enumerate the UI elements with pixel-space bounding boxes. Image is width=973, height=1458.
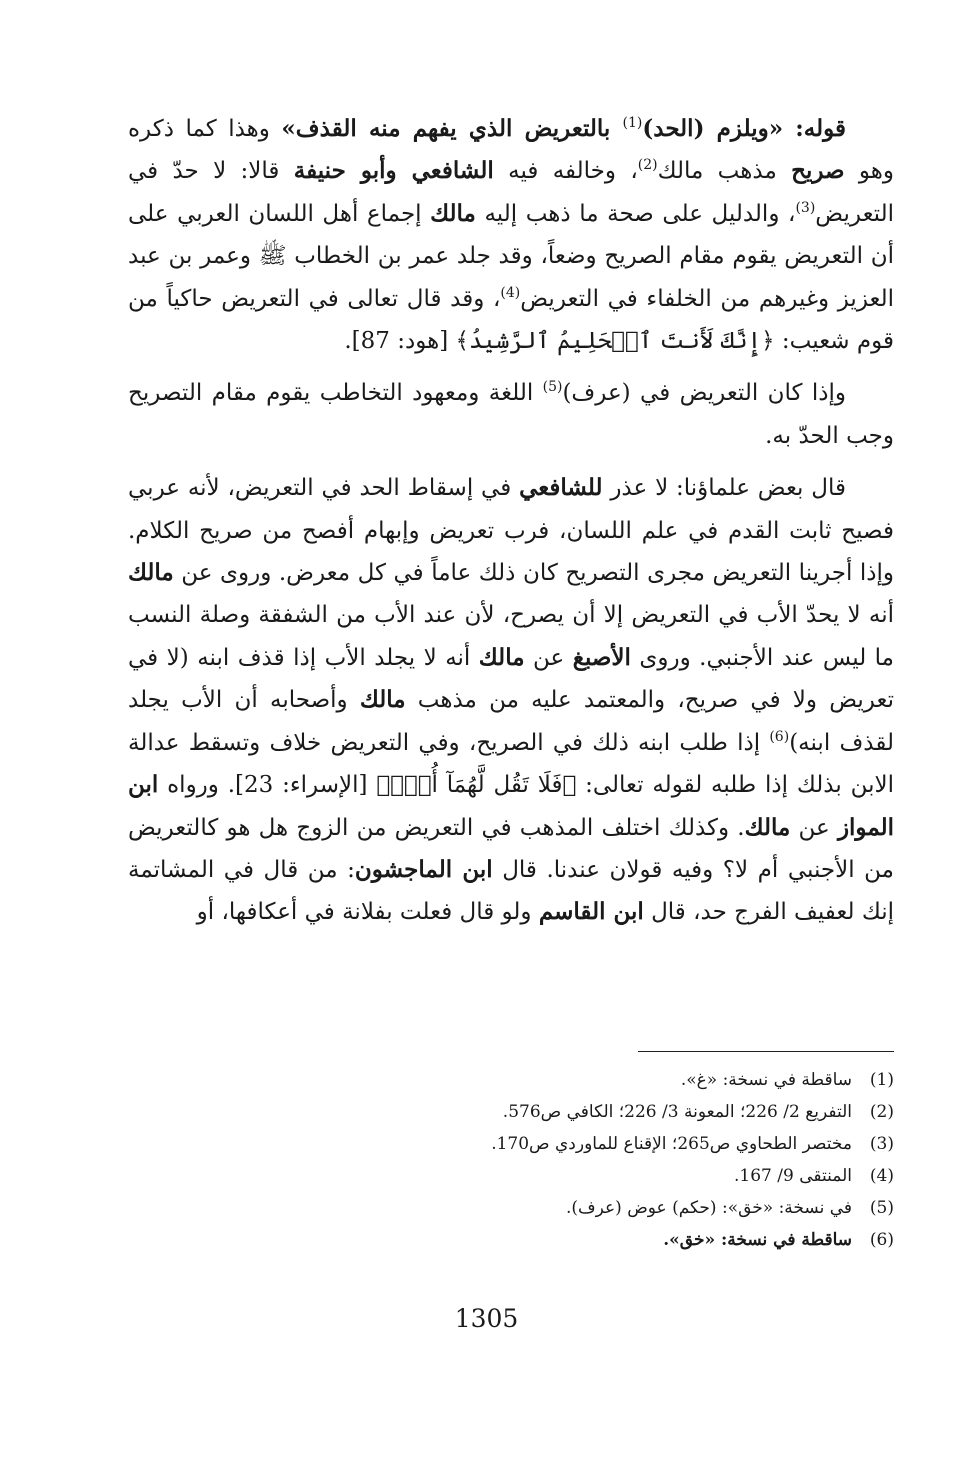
text-segment: أنه لا يجلد الأب إذا قذف ابنه (لا في تعريض ولا في صريح، والمعتمد عليه من مذهب [128,644,894,714]
footnote-ref-5[interactable]: (5) [542,379,563,396]
bold-name: الأصبغ [572,643,631,671]
text-segment: ، والدليل على صحة ما ذهب إليه [475,200,796,227]
text-segment: ، وخالفه فيه [493,158,638,185]
quoted-text-start: قوله: «ويلزم (الحد) [642,115,847,142]
text-segment: عن [790,814,838,841]
text-segment: وإذا كان التعريض في (عرف) [562,380,846,407]
text-segment: ، وقد قال تعالى في التعريض حاكياً من قوم شعيب: [128,285,894,355]
text-segment: : من قال في المشاتمة إنك لعفيف الفرج حد، قال [128,856,894,926]
text-segment: إذا طلب ابنه ذلك في الصريح، وفي التعريض خلاف وتسقط عدالة الابن بذلك إذا طلبه لقوله تعالى: [128,729,894,799]
page-number: 1305 [454,1304,519,1333]
text-segment: قالا: لا حدّ في التعريض [128,158,894,227]
footnote-number: (3) [869,1134,894,1154]
footnote-text: مختصر الطحاوي ص265؛ الإقناع للماوردي ص170. [491,1134,852,1154]
footnote-2 [128,1096,894,1128]
bold-name: مالك [128,559,174,587]
footnotes [128,1064,894,1256]
footnote-ref-2[interactable]: (2) [637,157,658,174]
bold-name: للشافعي [519,474,603,502]
bold-name: ابن القاسم [538,898,644,926]
footnote-text: ساقطة في نسخة: «خق». [663,1230,852,1250]
bold-name: الشافعي وأبو حنيفة [293,157,494,185]
footnote-text: في نسخة: «خق»: (حكم) عوض (عرف). [565,1198,852,1218]
footnote-text: المنتقى 9/ 167. [734,1166,852,1186]
footnote-ref-6[interactable]: (6) [769,728,790,745]
footnote-number: (4) [869,1166,894,1186]
text-segment: اللغة ومعهود التخاطب يقوم مقام التصريح وجب الحدّ به. [128,380,894,449]
main-text [128,108,894,934]
verse-citation: [الإسراء: 23]. ورواه [158,772,377,799]
footnote-5 [128,1192,894,1224]
text-segment: وهذا كما ذكره وهو [128,116,895,185]
bold-name: ابن الماجشون [354,855,493,883]
text-segment: وأصحابه أن الأب يجلد لقذف ابنه) [128,687,895,756]
footnote-3 [128,1128,894,1160]
bold-name: مالك [359,686,406,714]
text-segment: مذهب مالك [657,158,792,185]
quran-verse: ﴿إِنَّكَ لَأَنتَ ٱلۡحَلِيمُ ٱلرَّشِيدُ﴾ [455,328,775,355]
bold-name: مالك [744,813,791,841]
bold-name: مالك [478,643,525,671]
text-segment: أنه لا يحدّ الأب في التعريض إلا أن يصرح، لأن عند الأب من الشفقة وصلة النسب ما ليس عند الأجنبي. وروى [128,602,894,671]
text-segment: . وكذلك اختلف المذهب في التعريض من الزوج هل هو كالتعريض من الأجنبي أم لا؟ وفيه قولان عندنا. قال [128,814,894,883]
footnote-number: (2) [869,1102,894,1122]
text-segment: عن [524,644,573,671]
footnote-ref-4[interactable]: (4) [500,284,521,301]
paragraph-2 [128,372,894,457]
footnote-number: (6) [869,1230,894,1250]
text-segment: في إسقاط الحد في التعريض، لأنه عربي فصيح ثابت القدم في علم اللسان، فرب تعريض وإبهام أفصح من صريح الكلام. وإذا أجرينا التعريض مجرى التصريح كان ذلك عاماً في كل معرض. وروى عن [128,475,894,587]
footnote-separator [638,1051,894,1052]
text-segment: إجماع أهل اللسان العربي على أن التعريض يقوم مقام الصريح وضعاً، وقد جلد عمر بن الخطاب ﷺ وعمر بن عبد العزيز وغيرهم من الخلفاء في التعريض [128,200,895,312]
footnote-ref-3[interactable]: (3) [795,199,816,216]
footnote-6 [128,1224,894,1256]
paragraph-3 [128,467,894,933]
bold-term: صريح [791,157,845,185]
text-segment: ولو قال فعلت بفلانة في أعكافها، أو [196,899,539,926]
text-segment: قال بعض علماؤنا: لا عذر [602,475,846,502]
footnote-number: (1) [869,1070,894,1090]
footnote-1 [128,1064,894,1096]
footnote-4 [128,1160,894,1192]
footnote-number: (5) [869,1198,894,1218]
paragraph-1 [128,108,894,362]
bold-name: ابن المواز [128,771,895,841]
footnote-ref-1[interactable]: (1) [622,115,643,131]
footnote-text: ساقطة في نسخة: «غ». [680,1070,852,1090]
quoted-text-end: بالتعريض الذي يفهم منه القذف» [281,115,623,142]
bold-name: مالك [430,199,476,227]
quran-verse: ﴿فَلَا تَقُل لَّهُمَآ أُفّٖ﴾ [376,772,577,799]
verse-citation: [هود: 87]. [344,328,456,355]
footnote-text: التفريع 2/ 226؛ المعونة 3/ 226؛ الكافي ص576. [502,1102,852,1122]
